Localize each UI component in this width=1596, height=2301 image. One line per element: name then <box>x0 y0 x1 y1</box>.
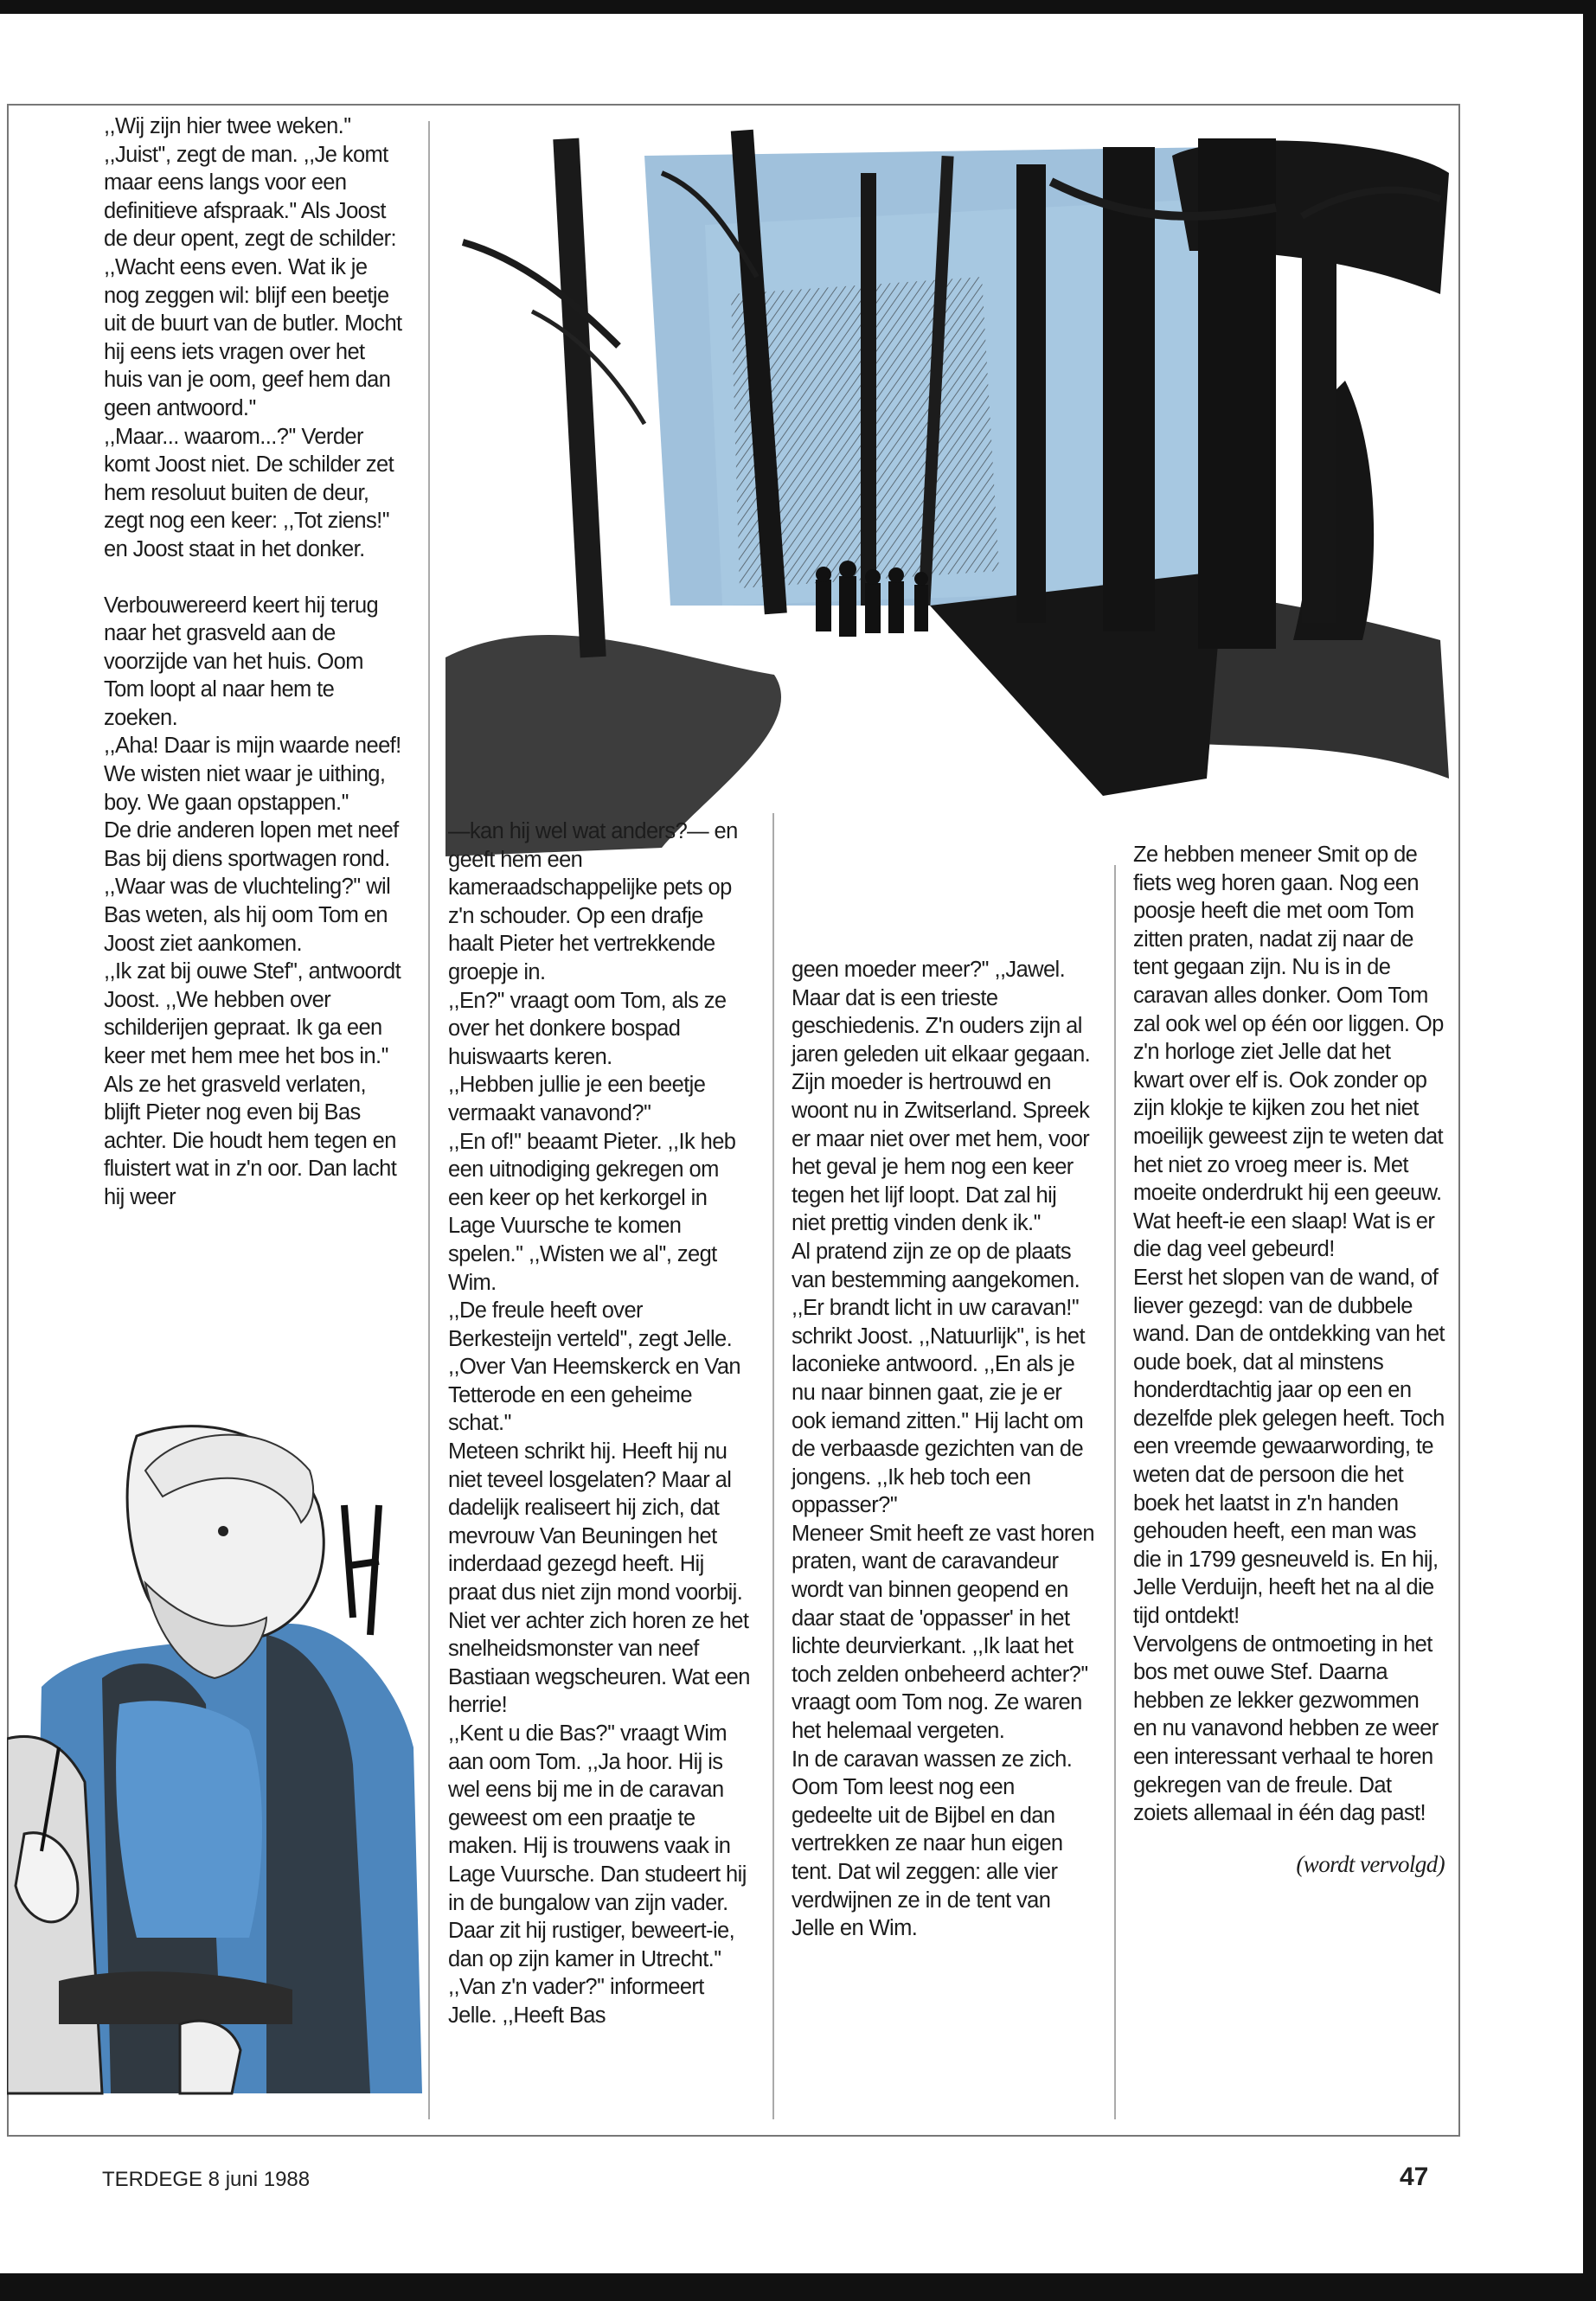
paragraph: Eerst het slopen van de wand, of liever gezegd: van de dubbele wand. Dan de ontdekking van het oude boek, dat al minstens honderdtachtig jaar op een en dezelfde plek gelegen heeft. Toch een vreemde gewaarwording, te weten dat de persoon die het boek het laatst in z'n handen gehouden heeft, een man was die in 1799 gesneuveld is. En hij, Jelle Verduijn, heeft het na al die tijd ontdekt! <box>1133 1265 1445 1629</box>
page-number: 47 <box>1400 2163 1429 2191</box>
column-2 <box>448 817 751 2030</box>
paragraph: ,,Ik zat bij ouwe Stef'', antwoordt Joost. ,,We hebben over schilderijen gepraat. Ik ga een keer met hem mee het bos in.'' <box>104 959 401 1068</box>
paragraph: Ze hebben meneer Smit op de fiets weg horen gaan. Nog een poosje heeft die met oom Tom zitten praten, nadat zij naar de tent gegaan zijn. Nu is in de caravan alles donker. Oom Tom zal ook wel op één oor liggen. Op z'n horloge ziet Jelle dat het kwart over elf is. Ook zonder op zijn klokje te kijken zou het niet moeilijk geweest zijn te weten dat het niet zo vroeg meer is. Met moeite onderdrukt hij een geeuw. Wat heeft-ie een slaap! Wat is er die dag veel gebeurd! <box>1133 843 1444 1262</box>
paragraph: ,,En?'' vraagt oom Tom, als ze over het donkere bospad huiswaarts keren. <box>448 988 727 1069</box>
bottom-border <box>0 2273 1596 2301</box>
top-border <box>0 0 1596 14</box>
paragraph: ,,Van z'n vader?'' informeert Jelle. ,,Heeft Bas <box>448 1975 704 2028</box>
paragraph: Al pratend zijn ze op de plaats van bestemming aangekomen. ,,Er brandt licht in uw caravan!'' schrikt Joost. ,,Natuurlijk'', is het laconieke antwoord. ,,En als je nu naar binnen gaat, zie je er ook iemand zitten.'' Hij lacht om de verbaasde gezichten van de jongens. ,,Ik heb toch een oppasser?'' <box>792 1239 1085 1518</box>
column-divider <box>428 121 430 2119</box>
paragraph: —kan hij wel wat anders?— en geeft hem een kameraadschappelijke pets op z'n schouder. Op een drafje haalt Pieter het vertrekkende groepje in. <box>448 819 738 984</box>
column-1 <box>104 112 407 1212</box>
paragraph: ,,Wij zijn hier twee weken.'' ,,Juist'', zegt de man. ,,Je komt maar eens langs voor een definitieve afspraak.'' Als Joost de deur opent, zegt de schilder: ,,Wacht eens even. Wat ik je nog zeggen wil: blijf een beetje uit de buurt van de butler. Mocht hij eens iets vragen over het huis van je oom, geef hem dan geen antwoord.'' <box>104 114 402 420</box>
paragraph: Niet ver achter zich horen ze het snelheidsmonster van neef Bastiaan wegscheuren. Wat een herrie! <box>448 1608 750 1718</box>
paragraph: Meneer Smit heeft ze vast horen praten, want de caravandeur wordt van binnen geopend en daar staat de 'oppasser' in het lichte deurvierkant. ,,Ik laat het toch zelden onbeheerd achter?'' vraagt oom Tom nog. Ze waren het helemaal vergeten. <box>792 1521 1094 1744</box>
paragraph: De drie anderen lopen met neef Bas bij diens sportwagen rond. ,,Waar was de vluchteling?'' wil Bas weten, als hij oom Tom en Joost ziet aankomen. <box>104 818 399 956</box>
paragraph: In de caravan wassen ze zich. Oom Tom leest nog een gedeelte uit de Bijbel en dan vertrekken ze naar hun eigen tent. Dat wil zeggen: alle vier verdwijnen ze in de tent van Jelle en Wim. <box>792 1747 1073 1941</box>
continued-note: (wordt vervolgd) <box>1296 1850 1445 1877</box>
paragraph: ,,En of!'' beaamt Pieter. ,,Ik heb een uitnodiging gekregen om een keer op het kerkorgel in Lage Vuursche te komen spelen.'' ,,Wisten we al'', zegt Wim. <box>448 1129 736 1295</box>
footer-magazine-date: TERDEGE 8 juni 1988 <box>102 2168 311 2191</box>
paragraph: geen moeder meer?'' ,,Jawel. Maar dat is een trieste geschiedenis. Z'n ouders zijn al jaren geleden uit elkaar gegaan. Zijn moeder is hertrouwd en woont nu in Zwitserland. Spreek er maar niet over met hem, voor het geval je hem nog een keer tegen het lijf loopt. Dat zal hij niet prettig vinden denk ik.'' <box>792 958 1091 1236</box>
right-border <box>1583 0 1596 2301</box>
column-divider <box>1114 865 1116 2119</box>
paragraph: ,,De freule heeft over Berkesteijn verteld'', zegt Jelle. ,,Over Van Heemskerck en Van Tetterode en een geheime schat.'' <box>448 1298 740 1436</box>
forest-path-illustration <box>445 121 1458 900</box>
paragraph: ,,Aha! Daar is mijn waarde neef! We wisten niet waar je uithing, boy. We gaan opstappen.'' <box>104 734 401 815</box>
paragraph: ,,Maar... waarom...?'' Verder komt Joost niet. De schilder zet hem resoluut buiten de deur, zegt nog een keer: ,,Tot ziens!'' en Joost staat in het donker. <box>104 424 394 561</box>
column-4 <box>1133 841 1445 1878</box>
painter-illustration <box>7 1419 431 2111</box>
paragraph: ,,Kent u die Bas?'' vraagt Wim aan oom Tom. ,,Ja hoor. Hij is wel eens bij me in de caravan geweest om een praatje te maken. Hij is trouwens vaak in Lage Vuursche. Dan studeert hij in de bungalow van zijn vader. Daar zit hij rustiger, beweert-ie, dan op zijn kamer in Utrecht.'' <box>448 1721 747 1971</box>
paragraph: Als ze het grasveld verlaten, blijft Pieter nog even bij Bas achter. Die houdt hem tegen en fluistert wat in z'n oor. Dan lacht hij weer <box>104 1072 397 1209</box>
paragraph: Vervolgens de ontmoeting in het bos met ouwe Stef. Daarna hebben ze lekker gezwommen en nu vanavond hebben ze weer een interessant verhaal te horen gekregen van de freule. Dat zoiets allemaal in één dag past! <box>1133 1631 1439 1826</box>
column-3 <box>792 956 1094 1943</box>
paragraph: Meteen schrikt hij. Heeft hij nu niet teveel losgelaten? Maar al dadelijk realiseert hij zich, dat mevrouw Van Beuningen het inderdaad gezegd heeft. Hij praat dus niet zijn mond voorbij. <box>448 1439 743 1606</box>
column-divider <box>772 813 774 2119</box>
paragraph: ,,Hebben jullie je een beetje vermaakt vanavond?'' <box>448 1073 706 1125</box>
paragraph: Verbouwereerd keert hij terug naar het grasveld aan de voorzijde van het huis. Oom Tom loopt al naar hem te zoeken. <box>104 593 379 730</box>
